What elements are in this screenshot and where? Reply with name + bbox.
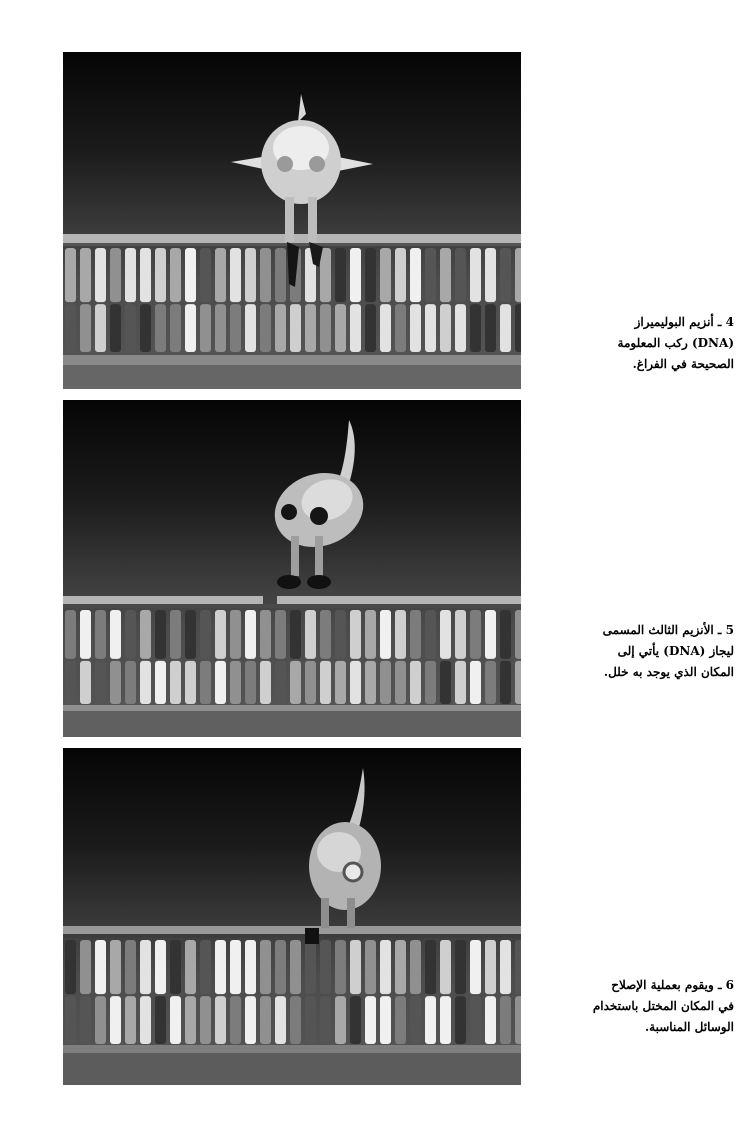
base-pair-lower <box>140 661 151 704</box>
base-pair-lower <box>335 996 346 1044</box>
base-pair-upper <box>80 248 91 302</box>
base-pair-lower <box>80 996 91 1044</box>
base-pair-lower <box>455 304 466 352</box>
base-pair-upper <box>95 610 106 659</box>
base-pair-lower <box>440 996 451 1044</box>
base-pair-upper <box>485 610 496 659</box>
base-pair-upper <box>260 248 271 302</box>
base-pair-upper <box>155 940 166 994</box>
base-pair-upper <box>230 610 241 659</box>
base-pair-lower <box>515 304 521 352</box>
base-pair-upper <box>365 940 376 994</box>
base-pair-upper <box>335 610 346 659</box>
base-pair-upper <box>80 610 91 659</box>
caption-line: في المكان المختل باستخدام <box>592 999 734 1013</box>
base-pair-upper <box>425 610 436 659</box>
enzyme-robot-icon <box>265 420 373 589</box>
base-pair-lower <box>350 996 361 1044</box>
base-pair-lower <box>185 661 196 704</box>
base-pair-upper <box>395 610 406 659</box>
base-pair-lower <box>140 996 151 1044</box>
base-pair-upper <box>200 610 211 659</box>
dna-repair-scene-4 <box>63 52 521 389</box>
base-pair-lower <box>410 996 421 1044</box>
base-pair-upper <box>110 610 121 659</box>
base-pair-upper <box>380 940 391 994</box>
base-pair-upper <box>455 940 466 994</box>
base-pair-upper <box>455 248 466 302</box>
caption-line: ليجاز (DNA) يأتي إلى <box>617 644 734 658</box>
base-pair-upper <box>95 248 106 302</box>
base-pair-lower <box>125 661 136 704</box>
base-pair-upper <box>365 248 376 302</box>
base-pair-upper <box>215 940 226 994</box>
base-pair-upper <box>215 610 226 659</box>
base-pair-lower <box>185 996 196 1044</box>
base-pair-lower <box>395 304 406 352</box>
caption-step-6 <box>564 975 734 1038</box>
base-pair-lower <box>80 661 91 704</box>
base-pair-lower <box>290 661 301 704</box>
base-pair-lower <box>470 661 481 704</box>
base-pair-lower <box>380 304 391 352</box>
base-pair-upper <box>170 610 181 659</box>
base-pair-upper <box>230 248 241 302</box>
base-pair-lower <box>155 661 166 704</box>
base-pair-upper <box>140 940 151 994</box>
base-pair-lower <box>305 304 316 352</box>
dna-repair-scene-5 <box>63 400 521 737</box>
base-pair-upper <box>95 940 106 994</box>
base-pair-upper <box>380 610 391 659</box>
base-pair-upper <box>365 610 376 659</box>
base-pair-lower <box>155 996 166 1044</box>
base-pair-lower <box>290 304 301 352</box>
base-pair-upper <box>500 610 511 659</box>
base-pair-lower <box>185 304 196 352</box>
base-pair-lower <box>200 996 211 1044</box>
illustration-panel-5 <box>63 400 521 737</box>
base-pair-lower <box>65 661 76 704</box>
base-pair-upper <box>335 940 346 994</box>
base-pair-lower <box>485 996 496 1044</box>
base-pair-lower <box>500 304 511 352</box>
base-pair-upper <box>290 610 301 659</box>
base-pair-lower <box>95 661 106 704</box>
base-pair-upper <box>110 248 121 302</box>
base-pair-upper <box>515 940 521 994</box>
base-pair-lower <box>320 661 331 704</box>
base-pair-upper <box>335 248 346 302</box>
base-pair-lower <box>500 661 511 704</box>
base-pair-upper <box>80 940 91 994</box>
base-pair-upper <box>395 248 406 302</box>
base-pair-lower <box>350 304 361 352</box>
base-pair-lower <box>455 996 466 1044</box>
base-pair-upper <box>305 610 316 659</box>
base-pair-lower <box>515 996 521 1044</box>
base-pair-lower <box>65 304 76 352</box>
base-pair-upper <box>455 610 466 659</box>
caption-line: 5 ـ الأنزيم الثالث المسمى <box>602 623 734 637</box>
base-pair-upper <box>185 610 196 659</box>
base-pair-lower <box>80 304 91 352</box>
base-pair-upper <box>440 248 451 302</box>
base-pair-lower <box>485 304 496 352</box>
caption-line: 4 ـ أنزيم البوليميراز <box>634 315 734 329</box>
base-pair-upper <box>65 248 76 302</box>
dna-strand <box>63 926 521 1085</box>
base-pair-upper <box>440 940 451 994</box>
base-pair-lower <box>380 996 391 1044</box>
base-pair-upper <box>275 610 286 659</box>
base-pair-upper <box>125 610 136 659</box>
base-pair-lower <box>440 661 451 704</box>
base-pair-upper <box>245 940 256 994</box>
caption-line: الوسائل المناسبة. <box>645 1020 734 1034</box>
base-pair-lower <box>290 996 301 1044</box>
base-pair-lower <box>215 661 226 704</box>
base-pair-lower <box>320 304 331 352</box>
base-pair-upper <box>410 248 421 302</box>
base-pair-lower <box>230 661 241 704</box>
base-pair-lower <box>365 304 376 352</box>
base-pair-upper <box>380 248 391 302</box>
base-pair-lower <box>440 304 451 352</box>
base-pair-lower <box>395 661 406 704</box>
base-pair-lower <box>425 661 436 704</box>
base-pair-upper <box>350 940 361 994</box>
illustration-panel-4 <box>63 52 521 389</box>
base-pair-lower <box>500 996 511 1044</box>
base-pair-upper <box>350 610 361 659</box>
base-pair-upper <box>500 248 511 302</box>
caption-step-4 <box>564 312 734 375</box>
base-pair-upper <box>155 248 166 302</box>
base-pair-upper <box>245 610 256 659</box>
base-pair-upper <box>515 610 521 659</box>
base-pair-lower <box>515 661 521 704</box>
base-pair-upper <box>260 940 271 994</box>
base-pair-upper <box>245 248 256 302</box>
caption-line: الصحيحة في الفراغ. <box>632 357 734 371</box>
caption-line: 6 ـ ويقوم بعملية الإصلاح <box>611 978 734 992</box>
illustration-panel-6 <box>63 748 521 1085</box>
base-pair-upper <box>140 248 151 302</box>
base-pair-lower <box>425 304 436 352</box>
base-pair-upper <box>350 248 361 302</box>
base-pair-upper <box>395 940 406 994</box>
base-pair-lower <box>260 996 271 1044</box>
base-pair-upper <box>320 610 331 659</box>
base-pair-lower <box>215 304 226 352</box>
base-pair-lower <box>395 996 406 1044</box>
base-pair-upper <box>470 248 481 302</box>
base-pair-lower <box>245 661 256 704</box>
base-pair-lower <box>365 661 376 704</box>
base-pair-lower <box>425 996 436 1044</box>
base-pair-upper <box>470 940 481 994</box>
base-pair-upper <box>410 940 421 994</box>
base-pair-lower <box>245 996 256 1044</box>
caption-line: المكان الذي يوجد به خلل. <box>603 665 734 679</box>
base-pair-upper <box>470 610 481 659</box>
base-pair-lower <box>110 996 121 1044</box>
base-pair-upper <box>170 940 181 994</box>
base-pair-upper <box>65 610 76 659</box>
base-pair-lower <box>275 996 286 1044</box>
base-pair-upper <box>185 940 196 994</box>
base-pair-lower <box>335 304 346 352</box>
base-pair-upper <box>215 248 226 302</box>
base-pair-lower <box>485 661 496 704</box>
base-pair-lower <box>65 996 76 1044</box>
base-pair-lower <box>230 996 241 1044</box>
base-pair-upper <box>440 610 451 659</box>
base-pair-upper <box>515 248 521 302</box>
base-pair-lower <box>350 661 361 704</box>
base-pair-lower <box>305 996 316 1044</box>
base-pair-upper <box>230 940 241 994</box>
base-pair-lower <box>470 304 481 352</box>
base-pair-lower <box>110 661 121 704</box>
base-pair-upper <box>425 248 436 302</box>
base-pair-lower <box>455 661 466 704</box>
base-pair-lower <box>95 304 106 352</box>
base-pair-upper <box>320 940 331 994</box>
base-pair-lower <box>410 661 421 704</box>
base-pair-lower <box>365 996 376 1044</box>
base-pair-lower <box>170 996 181 1044</box>
base-pair-upper <box>125 248 136 302</box>
base-pair-upper <box>260 610 271 659</box>
base-pair-upper <box>485 940 496 994</box>
base-pair-lower <box>110 304 121 352</box>
base-pair-lower <box>275 304 286 352</box>
base-pair-lower <box>230 304 241 352</box>
base-pair-lower <box>170 304 181 352</box>
base-pair-lower <box>125 996 136 1044</box>
base-pair-lower <box>380 661 391 704</box>
base-pair-upper <box>65 940 76 994</box>
base-pair-lower <box>260 304 271 352</box>
base-pair-lower <box>200 304 211 352</box>
base-pair-upper <box>425 940 436 994</box>
base-pair-lower <box>335 661 346 704</box>
base-pair-upper <box>155 610 166 659</box>
base-pair-upper <box>410 610 421 659</box>
base-pair-lower <box>320 996 331 1044</box>
base-pair-upper <box>125 940 136 994</box>
base-pair-upper <box>320 248 331 302</box>
base-pair-lower <box>155 304 166 352</box>
caption-step-5 <box>564 620 734 683</box>
enzyme-robot-icon <box>305 768 381 944</box>
base-pair-lower <box>275 661 286 704</box>
base-pair-upper <box>185 248 196 302</box>
base-pair-lower <box>260 661 271 704</box>
base-pair-upper <box>110 940 121 994</box>
base-pair-lower <box>215 996 226 1044</box>
base-pair-lower <box>125 304 136 352</box>
base-pair-upper <box>485 248 496 302</box>
base-pair-upper <box>140 610 151 659</box>
base-pair-lower <box>200 661 211 704</box>
base-pair-lower <box>470 996 481 1044</box>
base-pair-upper <box>170 248 181 302</box>
base-pair-lower <box>140 304 151 352</box>
base-pair-upper <box>275 248 286 302</box>
base-pair-upper <box>500 940 511 994</box>
base-pair-lower <box>95 996 106 1044</box>
dna-strand <box>63 596 521 737</box>
base-pair-upper <box>305 940 316 994</box>
base-pair-lower <box>170 661 181 704</box>
base-pair-upper <box>200 248 211 302</box>
base-pair-lower <box>410 304 421 352</box>
base-pair-upper <box>290 940 301 994</box>
base-pair-lower <box>245 304 256 352</box>
base-pair-upper <box>275 940 286 994</box>
base-pair-upper <box>200 940 211 994</box>
dna-repair-scene-6 <box>63 748 521 1085</box>
caption-line: (DNA) ركب المعلومة <box>617 336 734 350</box>
base-pair-lower <box>305 661 316 704</box>
